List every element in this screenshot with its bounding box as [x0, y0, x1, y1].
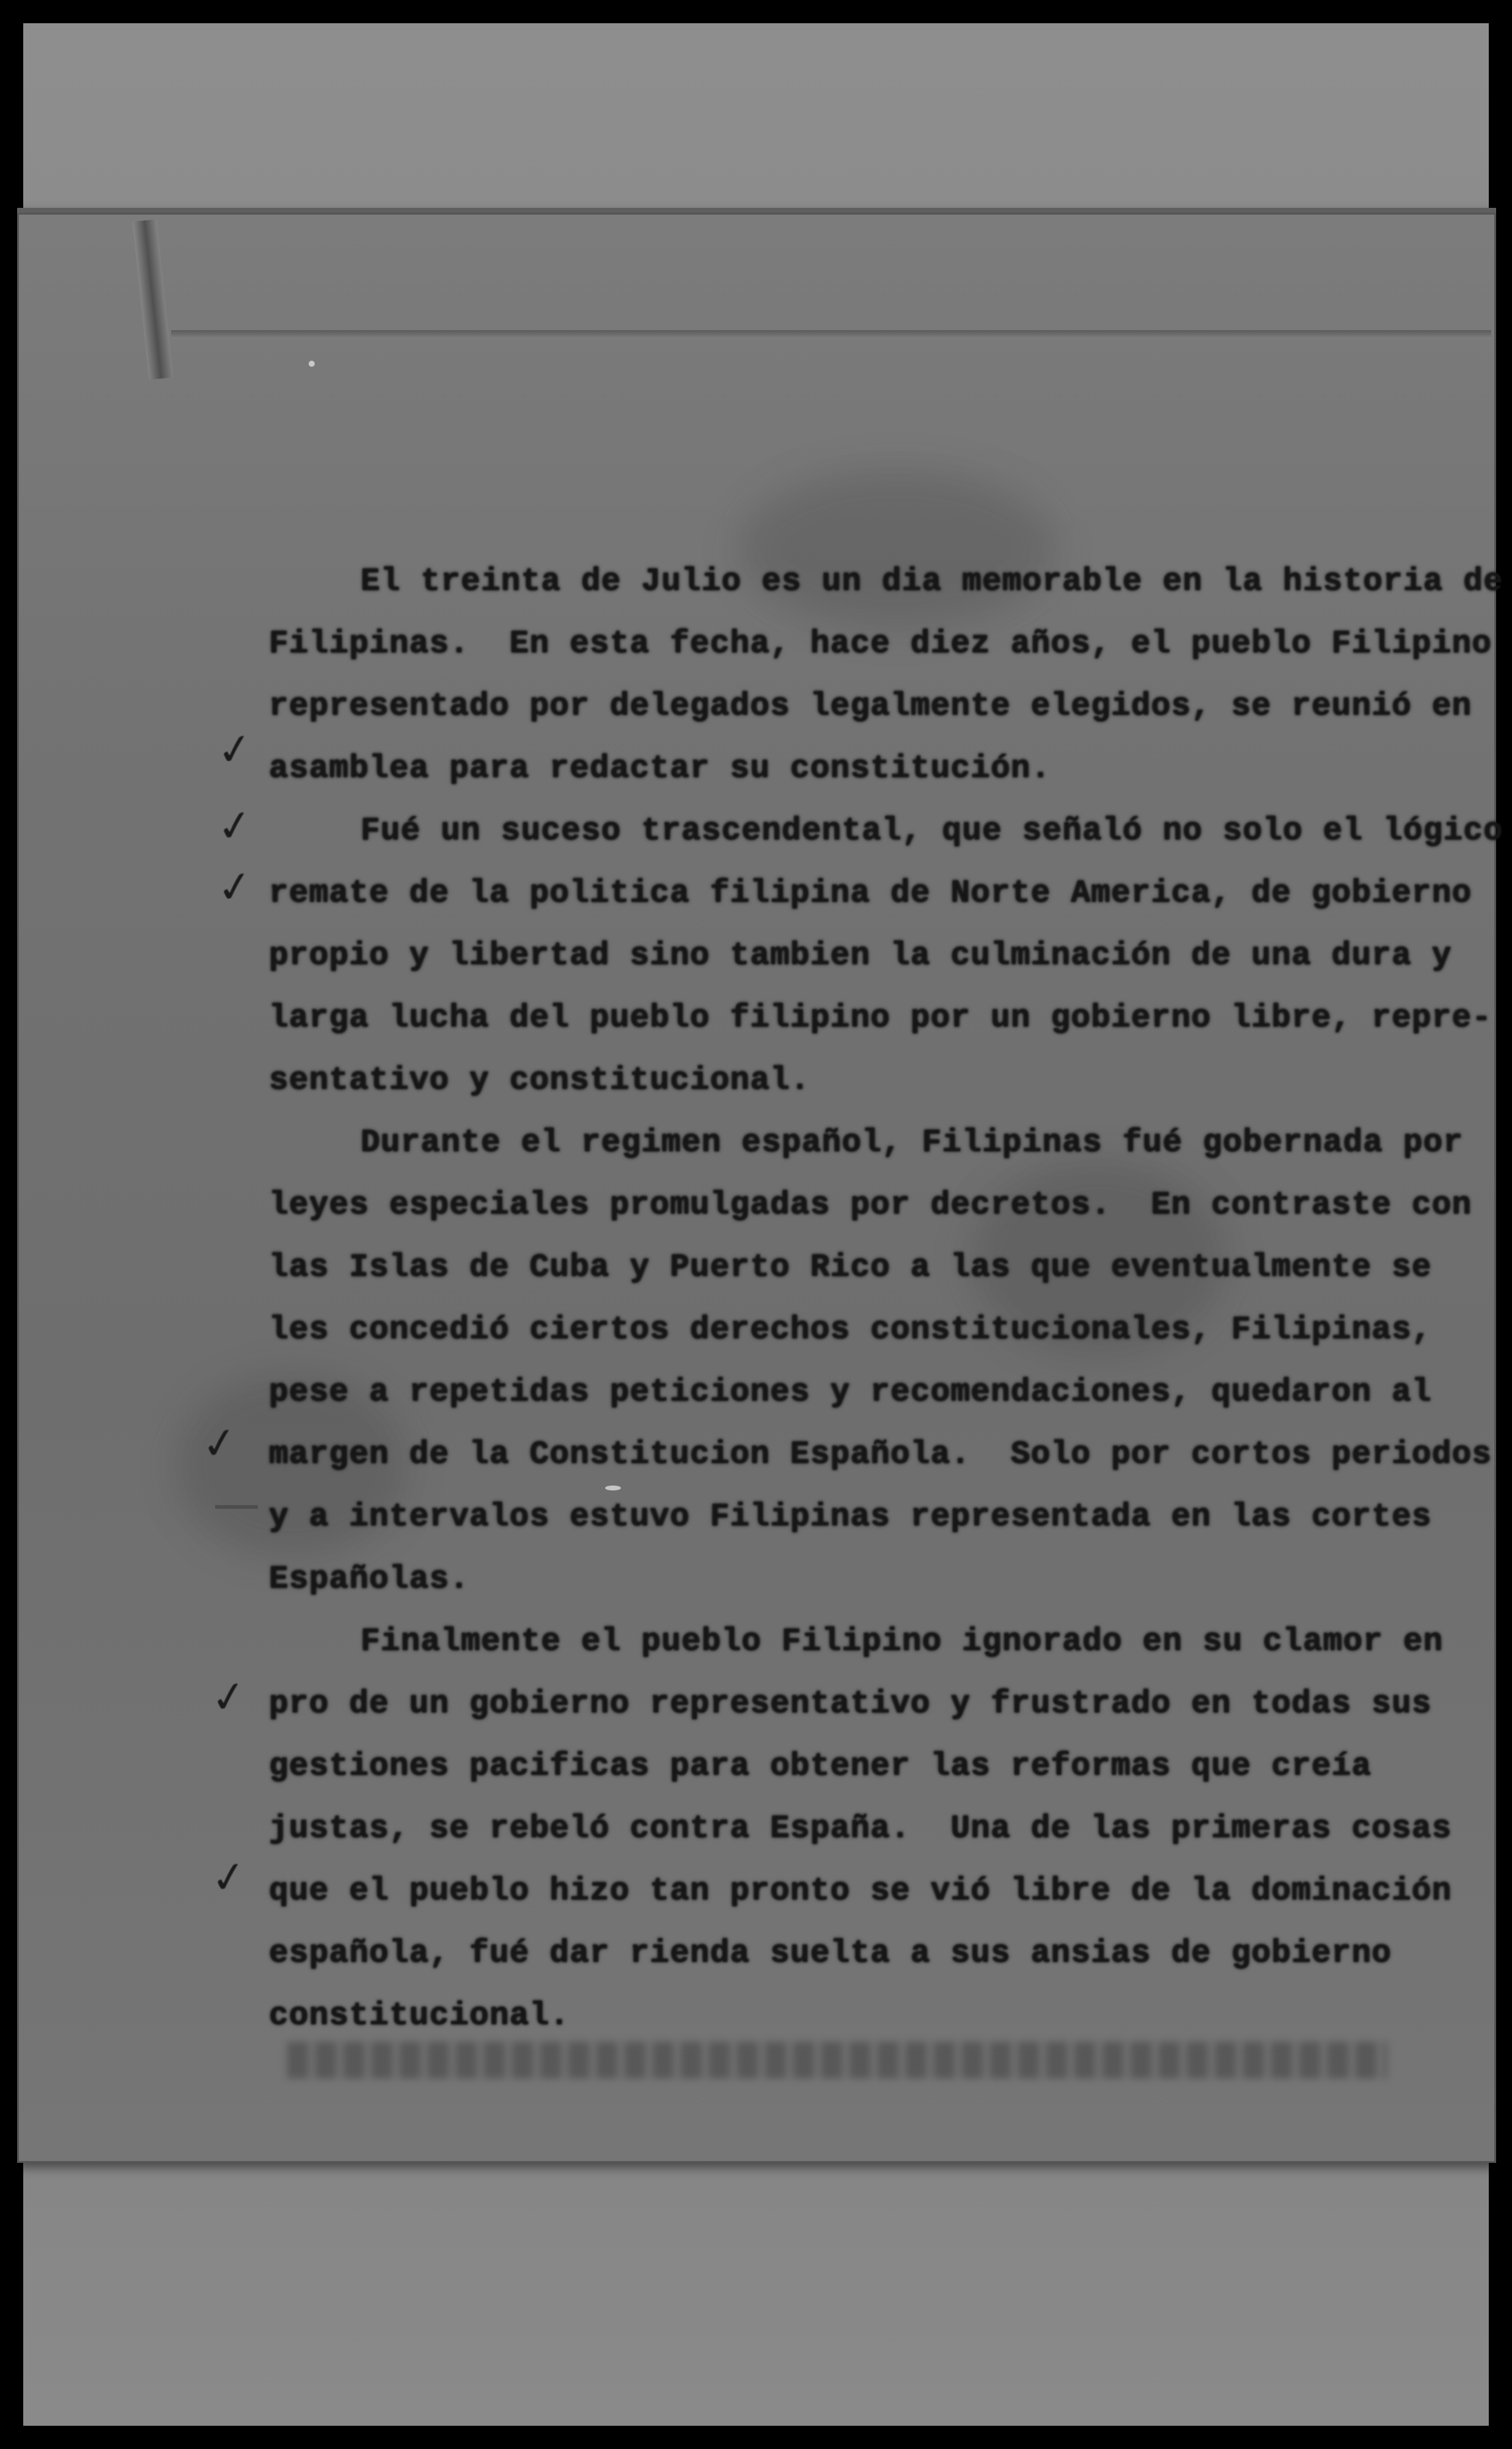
text-line: justas, se rebeló contra España. Una de las primeras cosas [269, 1810, 1452, 1847]
text-line: las Islas de Cuba y Puerto Rico a las que eventualmente se [269, 1249, 1432, 1286]
text-line: propio y libertad sino tambien la culminación de una dura y [269, 937, 1452, 974]
check-mark-icon: ✓ [213, 722, 257, 777]
text-line: Filipinas. En esta fecha, hace diez años, el pueblo Filipino [269, 625, 1492, 662]
text-line: El treinta de Julio es un dia memorable en la historia de [361, 563, 1503, 600]
text-line: les concedió ciertos derechos constitucionales, Filipinas, [269, 1311, 1432, 1348]
text-line: sentativo y constitucional. [269, 1062, 810, 1099]
text-line: Españolas. [269, 1561, 470, 1597]
page-crease [171, 330, 1491, 339]
text-line: leyes especiales promulgadas por decretos. En contraste con [269, 1187, 1472, 1223]
text-line: que el pueblo hizo tan pronto se vió libre de la dominación [269, 1873, 1452, 1909]
text-line: Finalmente el pueblo Filipino ignorado en su clamor en [361, 1623, 1444, 1660]
text-line: constitucional. [269, 1997, 570, 2034]
check-mark-icon: ✓ [207, 1670, 251, 1725]
text-line: margen de la Constitucion Española. Solo por cortos periodos [269, 1436, 1492, 1473]
text-line: y a intervalos estuvo Filipinas representada en las cortes [269, 1498, 1432, 1535]
text-line: larga lucha del pueblo filipino por un gobierno libre, repre- [269, 1000, 1492, 1036]
faded-bleed-through-text [287, 2042, 1387, 2079]
check-mark-icon: ✓ [213, 798, 257, 853]
text-line: española, fué dar rienda suelta a sus ansias de gobierno [269, 1935, 1392, 1972]
text-line: gestiones pacificas para obtener las reformas que creía [269, 1748, 1372, 1784]
check-mark-icon: ✓ [207, 1850, 251, 1905]
margin-dash [215, 1505, 258, 1509]
text-line: Fué un suceso trascendental, que señaló no solo el lógico [361, 812, 1503, 849]
film-speck [309, 361, 315, 367]
check-mark-icon: ✓ [198, 1416, 241, 1471]
check-mark-icon: ✓ [213, 860, 257, 915]
typewritten-text [269, 550, 1503, 2047]
film-speck [605, 1486, 621, 1490]
text-line: Durante el regimen español, Filipinas fué gobernada por [361, 1124, 1464, 1161]
text-line: representado por delegados legalmente elegidos, se reunió en [269, 688, 1472, 724]
text-line: pese a repetidas peticiones y recomendaciones, quedaron al [269, 1374, 1432, 1410]
text-line: pro de un gobierno representativo y frustrado en todas sus [269, 1685, 1432, 1722]
text-line: remate de la politica filipina de Norte America, de gobierno [269, 875, 1472, 911]
text-line: asamblea para redactar su constitución. [269, 750, 1051, 787]
